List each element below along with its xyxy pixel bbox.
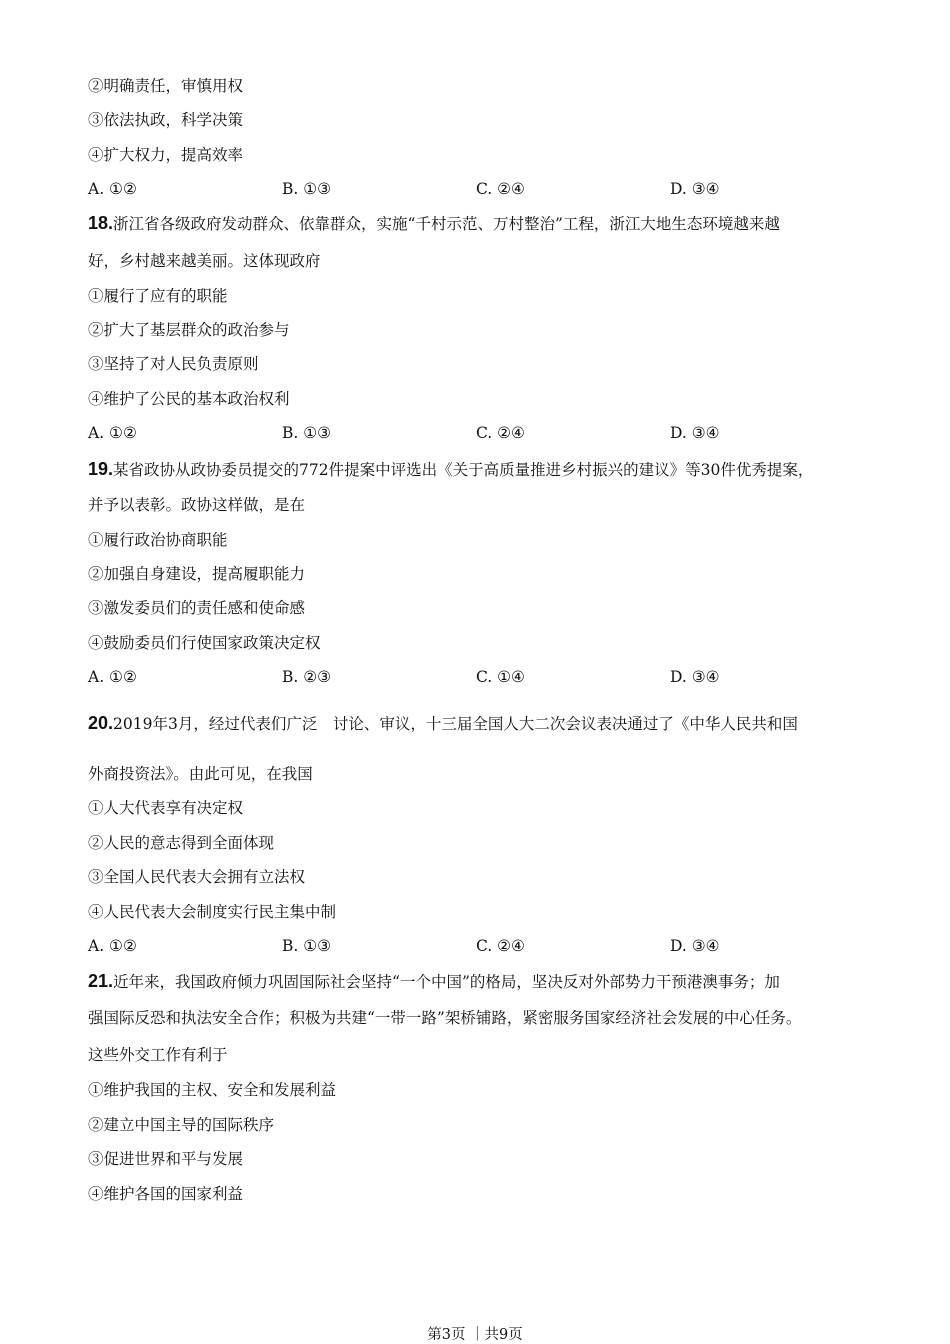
option-d: D. ③④ <box>670 180 720 198</box>
option-b: B. ①③ <box>282 937 332 955</box>
page-footer: 第3页 ｜共9页 <box>427 1327 523 1343</box>
choice-item: ③促进世界和平与发展 <box>88 1150 244 1168</box>
option-c: C. ②④ <box>476 424 525 442</box>
stem-line: 强国际反恐和执法安全合作；积极为共建“一带一路”架桥铺路，紧密服务国家经济社会发展的中心任务。 <box>88 1009 802 1027</box>
option-c: C. ②④ <box>476 180 525 198</box>
option-a: A. ①② <box>88 180 137 198</box>
option-b: B. ②③ <box>282 668 332 686</box>
stem-line: 近年来，我国政府倾力巩固国际社会坚持“一个中国”的格局，坚决反对外部势力干预港澳事务；加 <box>113 973 780 991</box>
option-a: A. ①② <box>88 424 137 442</box>
choice-item: ②加强自身建设，提高履职能力 <box>88 565 306 583</box>
option-b: B. ①③ <box>282 180 332 198</box>
choice-item: ③依法执政，科学决策 <box>88 111 244 129</box>
question-stem <box>88 213 780 234</box>
choice-item: ②人民的意志得到全面体现 <box>88 834 275 852</box>
stem-line: 外商投资法》。由此可见，在我国 <box>88 765 313 783</box>
question-number: 18. <box>88 213 114 233</box>
option-a: A. ①② <box>88 668 137 686</box>
choice-item: ③激发委员们的责任感和使命感 <box>88 599 306 617</box>
option-c: C. ①④ <box>476 668 525 686</box>
stem-line: 这些外交工作有利于 <box>88 1046 228 1064</box>
question-stem <box>88 713 798 734</box>
choice-item: ④扩大权力，提高效率 <box>88 146 244 164</box>
stem-line: 2019年3月，经过代表们广泛 讨论、审议，十三届全国人大二次会议表决通过了《中华人民共和国 <box>113 715 798 733</box>
choice-item: ①履行政治协商职能 <box>88 531 228 549</box>
choice-item: ①人大代表享有决定权 <box>88 799 244 817</box>
option-d: D. ③④ <box>670 424 720 442</box>
option-c: C. ②④ <box>476 937 525 955</box>
choice-item: ④人民代表大会制度实行民主集中制 <box>88 903 337 921</box>
question-number: 20. <box>88 713 114 733</box>
choice-item: ③坚持了对人民负责原则 <box>88 355 259 373</box>
stem-line: 浙江省各级政府发动群众、依靠群众，实施“千村示范、万村整治”工程，浙江大地生态环境越来越 <box>113 215 780 233</box>
choice-item: ④维护了公民的基本政治权利 <box>88 390 290 408</box>
choice-item: ④维护各国的国家利益 <box>88 1185 244 1203</box>
option-d: D. ③④ <box>670 937 720 955</box>
option-a: A. ①② <box>88 937 137 955</box>
question-stem <box>88 459 813 480</box>
stem-line: 并予以表彰。政协这样做，是在 <box>88 496 306 514</box>
choice-item: ②扩大了基层群众的政治参与 <box>88 321 290 339</box>
question-number: 21. <box>88 971 114 991</box>
question-stem <box>88 971 780 992</box>
option-d: D. ③④ <box>670 668 720 686</box>
stem-line: 某省政协从政协委员提交的772件提案中评选出《关于高质量推进乡村振兴的建议》等30件优秀提案， <box>113 461 814 479</box>
choice-item: ①履行了应有的职能 <box>88 287 228 305</box>
option-b: B. ①③ <box>282 424 332 442</box>
choice-item: ④鼓励委员们行使国家政策决定权 <box>88 634 321 652</box>
choice-item: ①维护我国的主权、安全和发展利益 <box>88 1081 337 1099</box>
choice-item: ③全国人民代表大会拥有立法权 <box>88 868 306 886</box>
choice-item: ②建立中国主导的国际秩序 <box>88 1116 275 1134</box>
stem-line: 好，乡村越来越美丽。这体现政府 <box>88 252 321 270</box>
question-number: 19. <box>88 459 114 479</box>
choice-item: ②明确责任，审慎用权 <box>88 77 244 95</box>
